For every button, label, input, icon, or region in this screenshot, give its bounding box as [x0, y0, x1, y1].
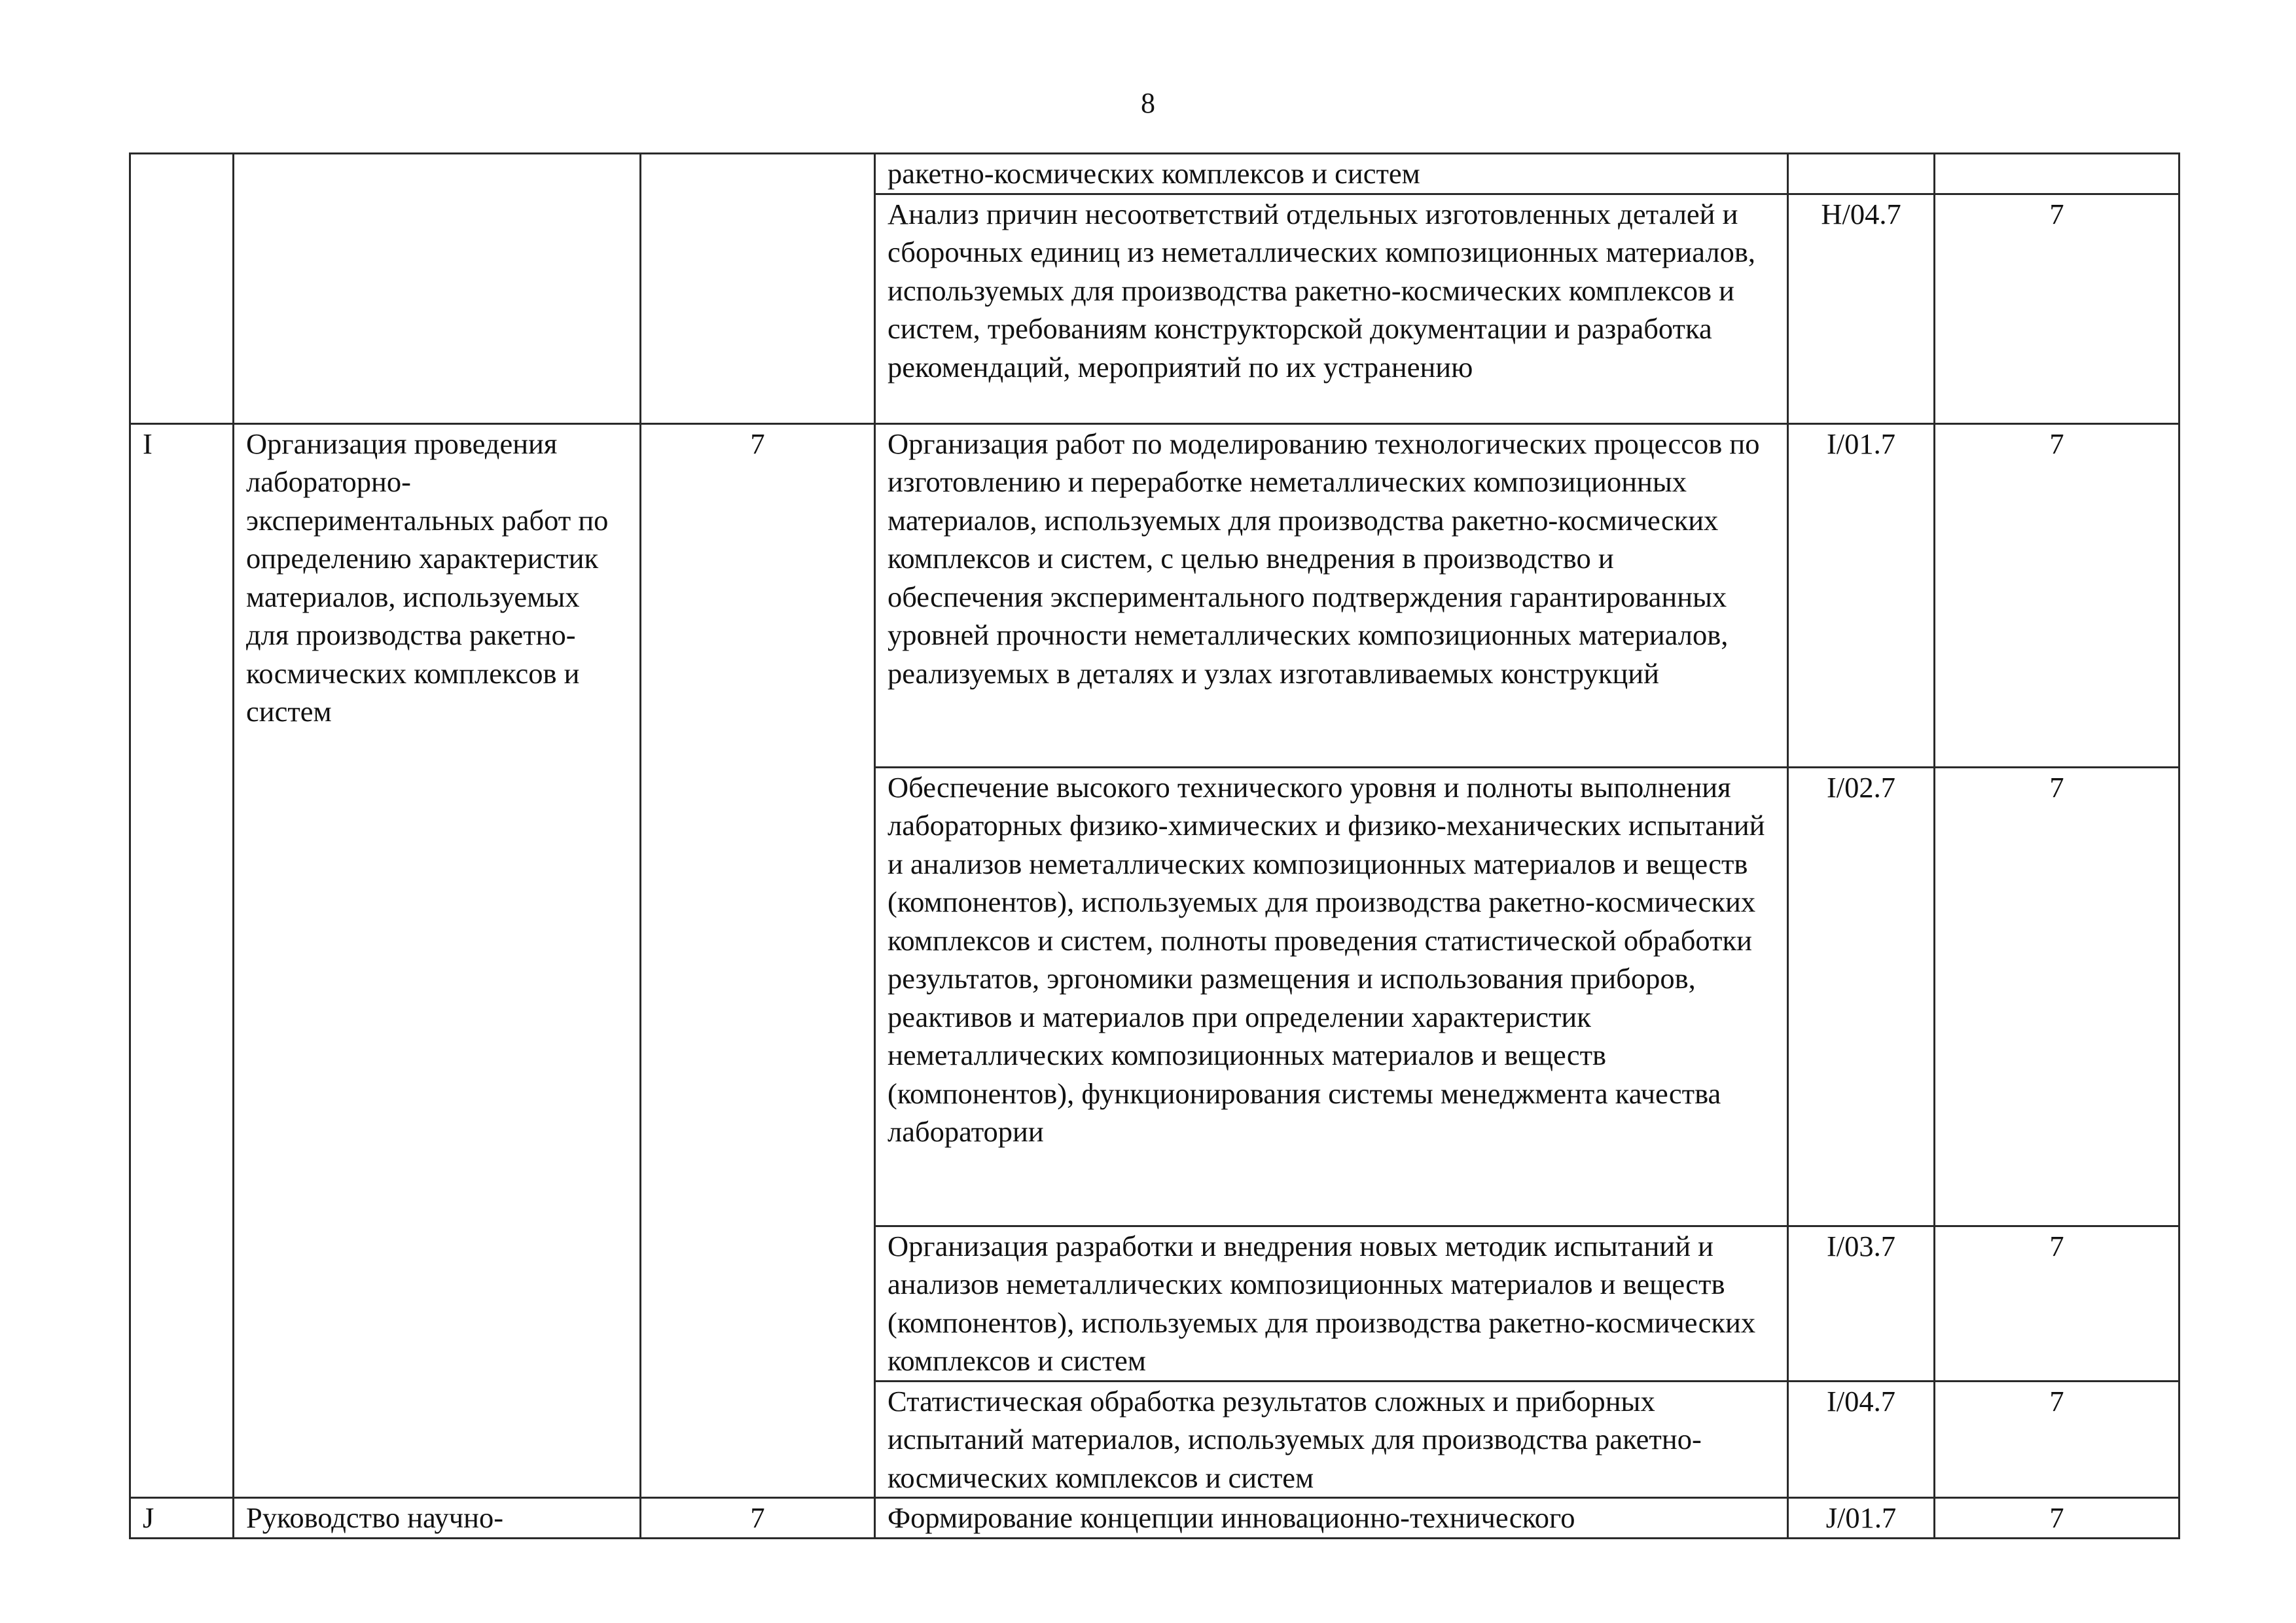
gf-name-text: Организация проведения лабораторно-экспериментальных работ по определению характеристик материалов, используемых для производства ракетно-космических комплексов и систем	[246, 427, 609, 728]
tf-code-text: J/01.7	[1825, 1501, 1897, 1534]
table-cell	[1935, 194, 2179, 423]
table-cell	[234, 1498, 641, 1539]
table-cell	[1788, 1226, 1935, 1381]
tf-code-text: I/04.7	[1826, 1384, 1896, 1418]
tf-code-text: I/02.7	[1826, 770, 1896, 804]
table-cell	[875, 194, 1788, 423]
table-cell	[234, 154, 641, 424]
table-cell	[641, 154, 875, 424]
page-number: 8	[1141, 87, 1155, 119]
tf-name-text: Обеспечение высокого технического уровня и полноты выполнения лабораторных физико-химических и физико-механических испытаний и анализов неметаллических композиционных материалов и веществ (компонентов), используемых для производства ракетно-космических комплексов и систем, полноты проведения статистической обработки результатов, эргономики размещения и использования приборов, реактивов и материалов при определении характеристик неметаллических композиционных материалов и веществ (компонентов), функционирования системы менеджмента качества лаборатории	[888, 770, 1765, 1148]
table-cell	[130, 423, 234, 1498]
tf-level-text: 7	[2049, 1384, 2064, 1418]
table-cell	[641, 423, 875, 1498]
gf-level-text: 7	[750, 1501, 765, 1534]
tf-code-text: H/04.7	[1821, 197, 1901, 230]
table-cell	[130, 154, 234, 424]
table-cell	[1935, 1226, 2179, 1381]
table-cell	[1788, 1381, 1935, 1498]
tf-code-text: I/03.7	[1826, 1229, 1896, 1262]
table-cell	[1935, 767, 2179, 1226]
table-cell	[1935, 1498, 2179, 1539]
table-cell	[875, 423, 1788, 767]
tf-level-text: 7	[2049, 1501, 2064, 1534]
table-cell	[1935, 154, 2179, 194]
tf-name-text: ракетно-космических комплексов и систем	[888, 157, 1420, 190]
table-row	[130, 1498, 2179, 1539]
tf-level-text: 7	[2049, 770, 2064, 804]
table-cell	[234, 423, 641, 1498]
gf-level-text: 7	[750, 427, 765, 460]
tf-name-text: Формирование концепции инновационно-технического	[888, 1501, 1575, 1534]
table-cell	[1788, 423, 1935, 767]
tf-level-text: 7	[2049, 197, 2064, 230]
table-cell	[1788, 154, 1935, 194]
table-cell	[1935, 1381, 2179, 1498]
table-cell	[1788, 1498, 1935, 1539]
table-cell	[641, 1498, 875, 1539]
table-cell	[875, 767, 1788, 1226]
tf-name-text: Статистическая обработка результатов сложных и приборных испытаний материалов, используемых для производства ракетно-космических комплексов и систем	[888, 1384, 1702, 1494]
table-cell	[1788, 767, 1935, 1226]
tf-name-text: Организация работ по моделированию технологических процессов по изготовлению и переработке неметаллических композиционных материалов, используемых для производства ракетно-космических комплексов и систем, с целью внедрения в производство и обеспечения экспериментального подтверждения гарантированных уровней прочности неметаллических композиционных материалов, реализуемых в деталях и узлах изготавливаемых конструкций	[888, 427, 1760, 690]
qualification-table	[129, 152, 2180, 1539]
tf-level-text: 7	[2049, 1229, 2064, 1262]
table-cell	[1935, 423, 2179, 767]
gf-letter-text: J	[143, 1501, 154, 1534]
tf-name-text: Анализ причин несоответствий отдельных изготовленных деталей и сборочных единиц из неметаллических композиционных материалов, используемых для производства ракетно-космических комплексов и систем, требованиям конструкторской документации и разработка рекомендаций, мероприятий по их устранению	[888, 197, 1755, 383]
tf-level-text: 7	[2049, 427, 2064, 460]
table-cell	[875, 154, 1788, 194]
table-cell	[875, 1226, 1788, 1381]
tf-code-text: I/01.7	[1826, 427, 1896, 460]
table-cell	[875, 1498, 1788, 1539]
table-cell	[130, 1498, 234, 1539]
table-cell	[1788, 194, 1935, 423]
gf-letter-text: I	[143, 427, 152, 460]
table-row	[130, 423, 2179, 767]
tf-name-text: Организация разработки и внедрения новых методик испытаний и анализов неметаллических композиционных материалов и веществ (компонентов), используемых для производства ракетно-космических комплексов и систем	[888, 1229, 1756, 1377]
gf-name-text: Руководство научно-	[246, 1501, 504, 1534]
table-cell	[875, 1381, 1788, 1498]
table-row	[130, 154, 2179, 194]
